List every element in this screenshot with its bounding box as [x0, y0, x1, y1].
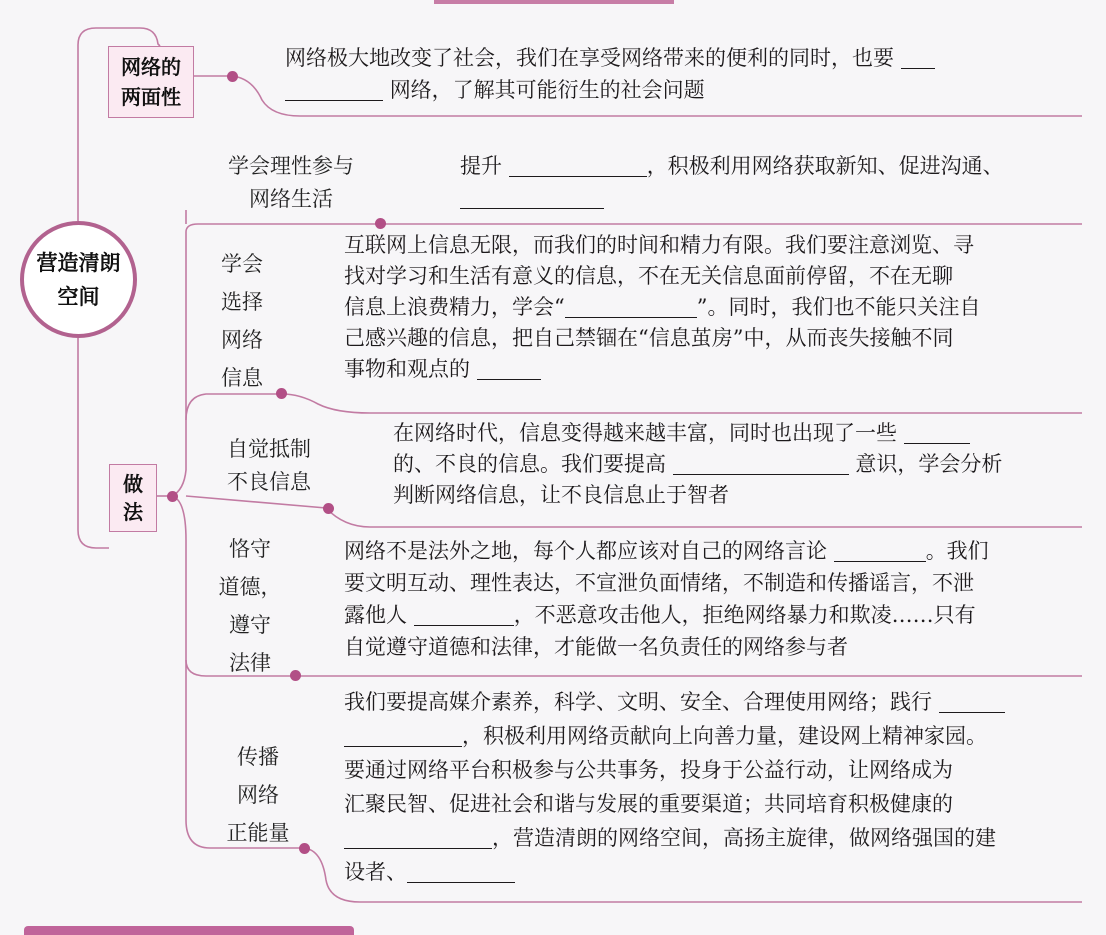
- text-line: 要通过网络平台积极参与公共事务，投身于公益行动，让网络成为: [344, 758, 953, 782]
- branch-label-select: [210, 245, 274, 397]
- text-line: 要文明互动、理性表达，不宣泄负面情绪，不制造和传播谣言，不泄: [344, 571, 974, 595]
- text-line: 自觉遵守道德和法律，才能做一名负责任的网络参与者: [344, 635, 848, 659]
- answer-blank[interactable]: [565, 296, 697, 318]
- label-line: 道德，: [218, 575, 282, 599]
- text-line: ”。同时，我们也不能只关注自: [696, 295, 981, 319]
- answer-blank[interactable]: [285, 79, 383, 101]
- label-line: 恪守: [229, 537, 271, 561]
- branch-text-rational: [460, 150, 1004, 214]
- branch-text-resist: [393, 418, 1002, 511]
- label-line: 网络: [221, 328, 263, 352]
- root-node: [20, 221, 137, 338]
- answer-blank[interactable]: [407, 861, 515, 883]
- root-title-line2: 空间: [57, 284, 100, 309]
- answer-blank[interactable]: [939, 691, 1005, 713]
- label-line: 正能量: [226, 821, 290, 845]
- label-line: 信息: [221, 366, 263, 390]
- node-dot: [290, 670, 301, 681]
- text-line: 判断网络信息，让不良信息止于智者: [393, 483, 729, 507]
- branch-text-positive: [344, 685, 1005, 889]
- answer-blank[interactable]: [834, 540, 926, 562]
- answer-blank[interactable]: [344, 725, 462, 747]
- answer-blank[interactable]: [414, 604, 514, 626]
- text-line: 汇聚民智、促进社会和谐与发展的重要渠道；共同培育积极健康的: [344, 792, 953, 816]
- answer-blank[interactable]: [673, 453, 849, 475]
- label-line: 学会理性参与: [228, 154, 354, 178]
- tag-methods: [109, 464, 157, 532]
- tag-methods-line2: 法: [123, 500, 143, 524]
- label-line: 传播: [237, 745, 279, 769]
- answer-blank[interactable]: [904, 422, 970, 444]
- text-line: ，营造清朗的网络空间，高扬主旋律，做网络强国的建: [492, 826, 996, 850]
- text-line: 互联网上信息无限，而我们的时间和精力有限。我们要注意浏览、寻: [344, 233, 974, 257]
- answer-blank[interactable]: [477, 358, 541, 380]
- tag-two-sided: [108, 46, 194, 118]
- label-line: 不良信息: [227, 470, 311, 494]
- text-line: 。我们: [925, 539, 989, 563]
- text-line: 意识，学会分析: [855, 452, 1003, 476]
- text-line: 露他人: [344, 603, 407, 627]
- label-line: 遵守: [229, 613, 271, 637]
- label-line: 自觉抵制: [227, 437, 311, 461]
- label-line: 网络: [237, 783, 279, 807]
- answer-blank[interactable]: [460, 187, 604, 209]
- text-line: 在网络时代，信息变得越来越丰富，同时也出现了一些: [393, 421, 897, 445]
- node-dot: [276, 388, 287, 399]
- tag-two-sided-line1: 网络的: [121, 55, 181, 79]
- branch-label-positive: [216, 738, 300, 852]
- text-line: 事物和观点的: [344, 357, 470, 381]
- node-dot: [299, 843, 310, 854]
- branch-text-ethics: [344, 535, 989, 663]
- bottom-accent-bar: [24, 926, 354, 935]
- text-line: ，不恶意攻击他人，拒绝网络暴力和欺凌……只有: [513, 603, 976, 627]
- answer-blank[interactable]: [509, 155, 647, 177]
- label-line: 学会: [221, 252, 263, 276]
- label-line: 选择: [221, 290, 263, 314]
- text-line: 己感兴趣的信息，把自己禁锢在“信息茧房”中，从而丧失接触不同: [344, 326, 954, 350]
- text-line: 设者、: [344, 860, 407, 884]
- text-line: 的、不良的信息。我们要提高: [393, 452, 666, 476]
- node-dot: [167, 491, 178, 502]
- answer-blank[interactable]: [344, 827, 492, 849]
- branch-label-rational: [206, 150, 376, 216]
- text-line: ，积极利用网络贡献向上向善力量，建设网上精神家园。: [462, 724, 987, 748]
- text-line: 网络不是法外之地，每个人都应该对自己的网络言论: [344, 539, 827, 563]
- text-line: 网络，了解其可能衍生的社会问题: [389, 78, 705, 102]
- text-line: 提升: [460, 154, 502, 178]
- root-title-line1: 营造清朗: [36, 250, 121, 275]
- text-line: 我们要提高媒介素养，科学、文明、安全、合理使用网络；践行: [344, 690, 932, 714]
- tag-methods-line1: 做: [123, 472, 143, 496]
- node-dot: [323, 503, 334, 514]
- text-line: ，积极利用网络获取新知、促进沟通、: [646, 154, 1004, 178]
- two-sided-text: [285, 42, 935, 106]
- branch-label-resist: [204, 433, 334, 499]
- text-line: 找对学习和生活有意义的信息，不在无关信息面前停留，不在无聊: [344, 264, 953, 288]
- branch-text-select: [344, 230, 981, 385]
- node-dot: [227, 71, 238, 82]
- tag-two-sided-line2: 两面性: [121, 85, 181, 109]
- label-line: 法律: [229, 651, 271, 675]
- label-line: 网络生活: [249, 187, 333, 211]
- text-line: 网络极大地改变了社会，我们在享受网络带来的便利的同时，也要: [285, 46, 894, 70]
- branch-label-ethics: [212, 530, 288, 682]
- node-dot: [375, 218, 386, 229]
- text-line: 信息上浪费精力，学会“: [344, 295, 565, 319]
- answer-blank[interactable]: [901, 47, 935, 69]
